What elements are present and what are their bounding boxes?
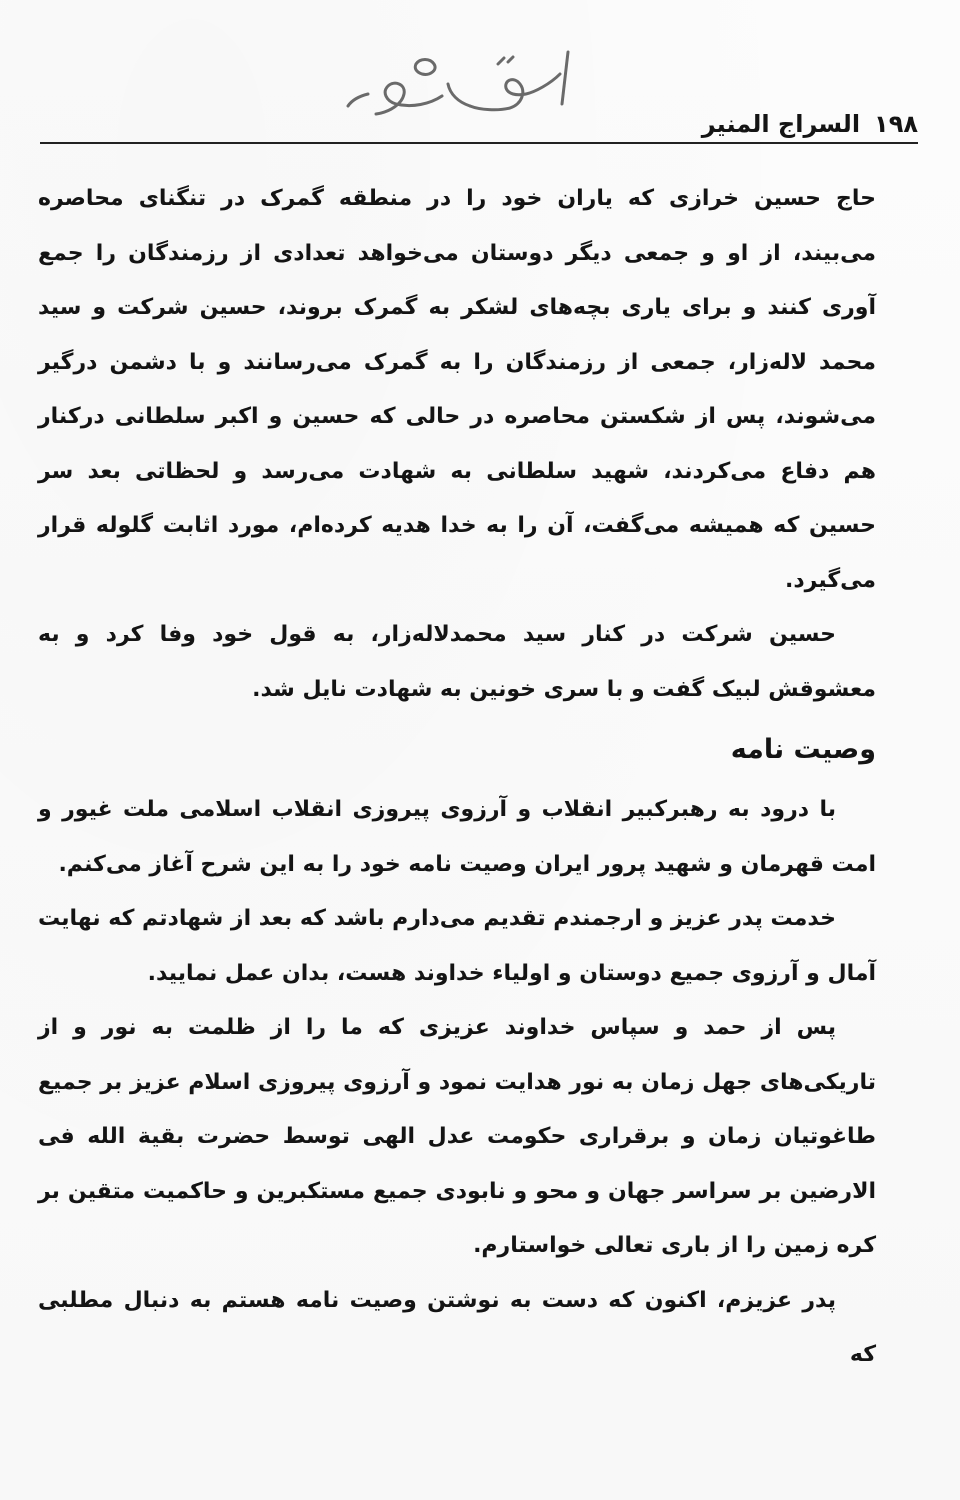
body-text <box>38 172 876 1383</box>
paragraph: خدمت پدر عزیز و ارجمندم تقدیم می‌دارم باشد که بعد از شهادتم که نهایت آمال و آرزوی جمیع دوستان و اولیاء خداوند هست، بدان عمل نمایید. <box>38 906 876 986</box>
paragraph: پس از حمد و سپاس خداوند عزیزی که ما را از ظلمت به نور و از تاریکی‌های جهل زمان به نور هدایت نمود و آرزوی پیروزی اسلام عزیز بر جمیع طاغوتیان زمان و برقراری حکومت عدل الهی توسط حضرت بقیة الله فی الارضین بر سراسر جهان و محو و نابودی جمیع مستکبرین و حاکمیت متقین بر کره زمین را از باری تعالی خواستارم. <box>38 1015 876 1258</box>
paragraph: پدر عزیزم، اکنون که دست به نوشتن وصیت نامه هستم به دنبال مطلبی که <box>38 1287 876 1367</box>
book-title: السراج المنیر <box>701 110 861 138</box>
paragraph: حاج حسین خرازی که یاران خود را در منطقه گمرک در تنگنای محاصره می‌بیند، از او و جمعی دیگر دوستان می‌خواهد تعدادی از رزمندگان را جمع آوری کنند و برای یاری بچه‌های لشکر به گمرک بروند، حسین شرکت و سید محمد لاله‌زار، جمعی از رزمندگان را به گمرک می‌رسانند و با دشمن درگیر می‌شوند، پس از شکستن محاصره در حالی که حسین و اکبر سلطانی درکنار هم دفاع می‌کردند، شهید سلطانی به شهادت می‌رسد و لحظاتی بعد سر حسین که همیشه می‌گفت، آن را به خدا هدیه کرده‌ام، مورد اثابت گلوله قرار می‌گیرد. <box>38 186 876 593</box>
page-number: ۱۹۸ <box>874 110 918 138</box>
section-heading: وصیت نامه <box>730 734 876 765</box>
header-rule <box>40 142 918 144</box>
page-header <box>40 92 918 136</box>
paragraph: حسین شرکت در کنار سید محمدلاله‌زار، به قول خود وفا کرد و به معشوقش لبیک گفت و با سری خونین به شهادت نایل شد. <box>38 622 876 702</box>
paragraph: با درود به رهبرکبیر انقلاب و آرزوی پیروزی انقلاب اسلامی ملت غیور و امت قهرمان و شهید پرور ایران وصیت نامه خود را به این شرح آغاز می‌کنم. <box>38 797 876 877</box>
